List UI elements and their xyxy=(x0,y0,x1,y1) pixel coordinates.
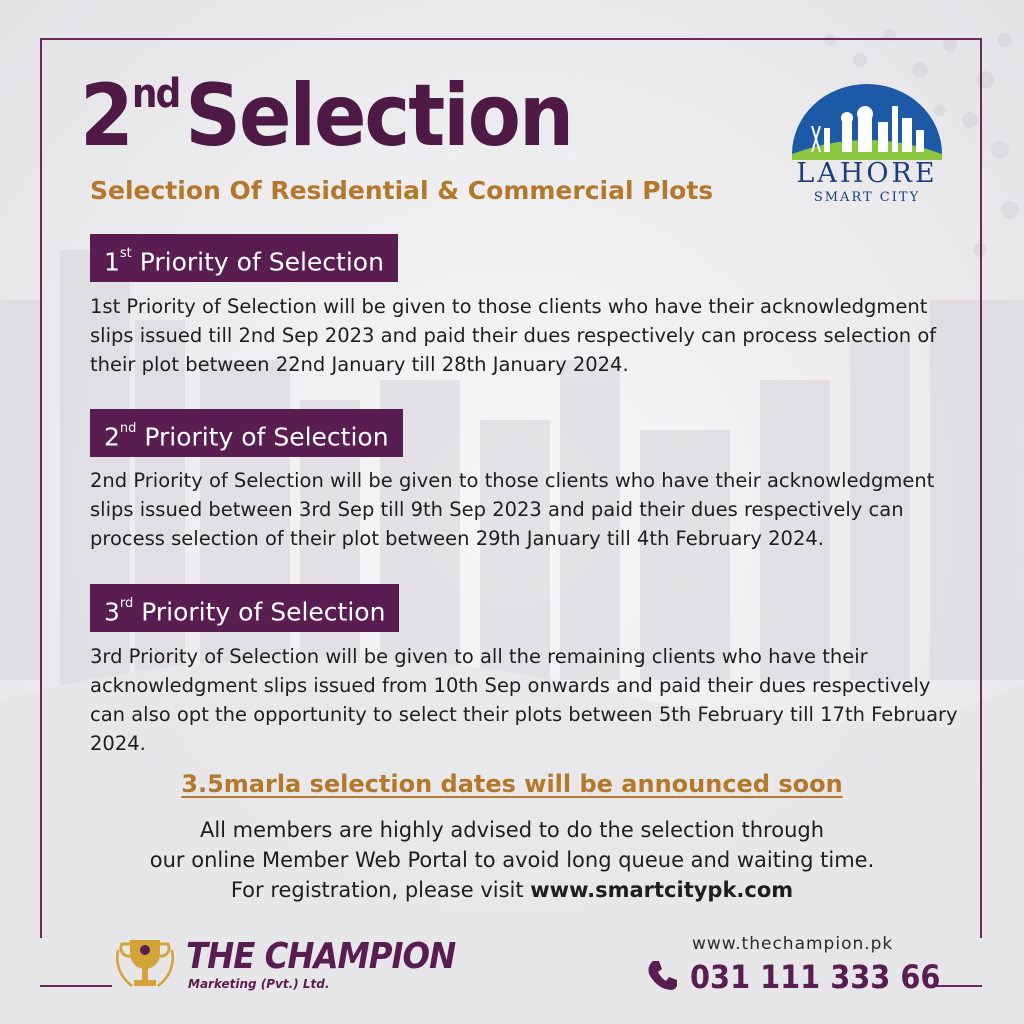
logo-subtitle: SMART CITY xyxy=(813,190,921,205)
priority-3-text: 3rd Priority of Selection will be given to all the remaining clients who have their acknowledgment slips issued from 10th Sep onwards and paid their dues respectively can also opt the opportunity to select their plots between 5th February till 17th February 2024. xyxy=(90,645,958,755)
priority-3-heading: 3rd Priority of Selection xyxy=(90,584,399,632)
frame-right-border xyxy=(980,38,982,938)
priority-1-heading: 1st Priority of Selection xyxy=(90,234,398,282)
company-subtitle: Marketing (Pvt.) Ltd. xyxy=(188,977,330,991)
page-title: 2ndSelection xyxy=(80,66,573,166)
frame-bottom-right-border xyxy=(936,985,982,987)
frame-left-border xyxy=(40,38,42,938)
smartcity-website-link[interactable]: www.smartcitypk.com xyxy=(530,878,794,902)
priority-2-heading: 2nd Priority of Selection xyxy=(90,409,403,457)
priority-1-text: 1st Priority of Selection will be given to those clients who have their acknowledgment slips issued till 2nd Sep 2023 and paid their dues respectively can process selection of their plot between 22nd January till 28th January 2024. xyxy=(90,295,937,376)
trophy-icon xyxy=(110,930,180,996)
advice-text xyxy=(0,815,1024,905)
advice-line-2: our online Member Web Portal to avoid long queue and waiting time. xyxy=(149,848,875,872)
frame-bottom-left-border xyxy=(40,985,112,987)
contact-phone[interactable]: 031 111 333 66 xyxy=(690,958,941,996)
page-subtitle: Selection Of Residential & Commercial Plots xyxy=(90,176,714,205)
advice-line-1: All members are highly advised to do the selection through xyxy=(199,818,825,842)
frame-top-border xyxy=(40,38,982,40)
company-name: THE CHAMPION xyxy=(186,936,456,977)
logo-title: LAHORE xyxy=(796,158,938,189)
announcement: 3.5marla selection dates will be announced soon xyxy=(181,770,843,798)
company-website[interactable]: www.thechampion.pk xyxy=(692,934,894,954)
phone-icon xyxy=(646,958,680,992)
advice-line-3: For registration, please visit www.smartcitypk.com xyxy=(230,878,794,902)
priority-2-text: 2nd Priority of Selection will be given to those clients who have their acknowledgment slips issued between 3rd Sep till 9th Sep 2023 and paid their dues respectively can process selection of their plot between 29th January till 4th February 2024. xyxy=(90,469,935,550)
